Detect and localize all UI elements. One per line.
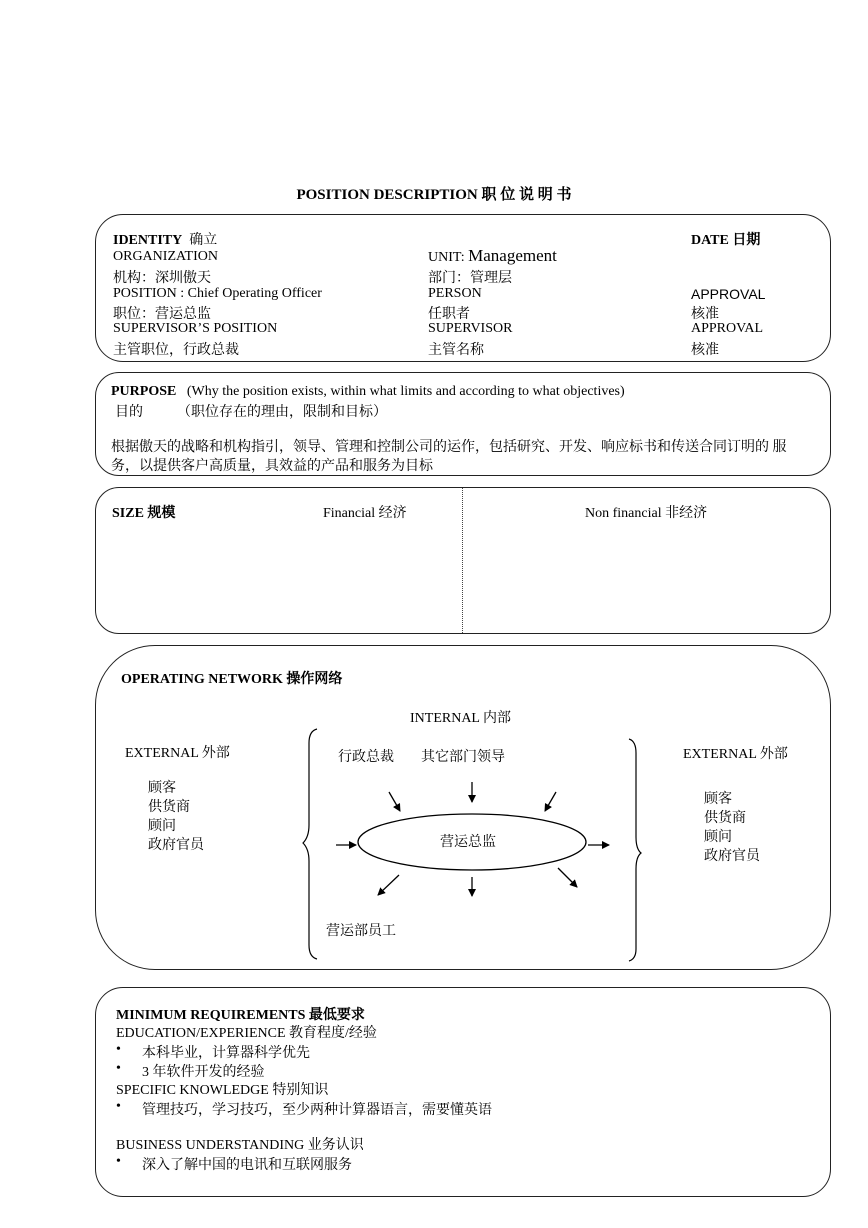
supervisor-label-cn: 主管名称 — [428, 343, 484, 358]
network-heading: OPERATING NETWORK 操作网络 — [121, 672, 343, 687]
requirements-heading: MINIMUM REQUIREMENTS 最低要求 — [116, 1008, 365, 1023]
unit-value-cn: 部门：管理层 — [428, 271, 512, 286]
approval-label-2-cn: 核准 — [691, 343, 719, 358]
external-right-item: 供货商 — [704, 811, 746, 826]
purpose-heading: PURPOSE (Why the position exists, within what limits and according to what objectives) — [111, 384, 625, 399]
arrow-in-top-left — [389, 792, 400, 811]
position-label: POSITION : Chief Operating Officer — [113, 286, 322, 301]
node-operations-staff: 营运部员工 — [326, 924, 396, 939]
knowledge-label: SPECIFIC KNOWLEDGE 特别知识 — [116, 1083, 329, 1098]
financial-label: Financial 经济 — [323, 506, 407, 521]
arrow-out-bottom-left — [378, 875, 399, 895]
operating-network-section — [95, 645, 831, 970]
organization-value: 机构：深圳傲天 — [113, 271, 211, 286]
person-label-cn: 任职者 — [428, 307, 470, 322]
arrow-out-bottom-right — [558, 868, 577, 887]
person-label: PERSON — [428, 286, 482, 301]
requirements-section: MINIMUM REQUIREMENTS 最低要求 EDUCATION/EXPERIENCE 教育程度/经验 • 本科毕业，计算器科学优先 • 3 年软件开发的经验 SPECIFIC KNOWLEDGE 特别知识 • 管理技巧，学习技巧，至少两种计算器语言，需要懂英语 BUSINESS UNDERSTANDING 业务认识 • 深入了解中国的电讯和互联网服务 — [95, 987, 831, 1197]
external-left-item: 顾客 — [148, 781, 176, 796]
date-label: DATE 日期 — [691, 233, 761, 248]
position-value-cn: 职位：营运总监 — [113, 307, 211, 322]
organization-label: ORGANIZATION — [113, 249, 218, 264]
supervisor-position-value: 主管职位，行政总裁 — [113, 343, 239, 358]
approval-label-1: APPROVAL — [691, 286, 766, 302]
education-label: EDUCATION/EXPERIENCE 教育程度/经验 — [116, 1026, 377, 1041]
external-right-item: 顾客 — [704, 792, 732, 807]
size-divider — [462, 488, 463, 633]
network-diagram — [95, 645, 831, 970]
size-section — [95, 487, 831, 634]
external-left-item: 政府官员 — [148, 838, 204, 853]
purpose-section — [95, 372, 831, 476]
non-financial-label: Non financial 非经济 — [585, 506, 708, 521]
node-ceo: 行政总裁 — [338, 750, 394, 765]
external-right-label: EXTERNAL 外部 — [683, 747, 788, 762]
left-brace — [303, 729, 317, 959]
bullet-glyph: • — [116, 1042, 121, 1057]
business-label: BUSINESS UNDERSTANDING 业务认识 — [116, 1138, 364, 1153]
bullet-glyph: • — [116, 1099, 121, 1114]
identity-heading: IDENTITY 确立 — [113, 233, 218, 248]
page-title: POSITION DESCRIPTION 职 位 说 明 书 — [296, 187, 572, 203]
external-left-label: EXTERNAL 外部 — [125, 746, 230, 761]
identity-section — [95, 214, 831, 362]
supervisor-label: SUPERVISOR — [428, 321, 513, 336]
external-right-item: 顾问 — [704, 830, 732, 845]
node-coo: 营运总监 — [440, 835, 496, 850]
external-right-item: 政府官员 — [704, 849, 760, 864]
purpose-heading-cn: 目的 （职位存在的理由，限制和目标） — [115, 405, 387, 420]
approval-label-2: APPROVAL — [691, 321, 764, 336]
bullet-glyph: • — [116, 1154, 121, 1169]
node-other-department-heads: 其它部门领导 — [421, 750, 505, 765]
purpose-body-line1: 根据傲天的战略和机构指引，领导、管理和控制公司的运作，包括研究、开发、响应标书和传送合同订明的 服 — [111, 440, 787, 455]
supervisor-position-label: SUPERVISOR’S POSITION — [113, 321, 278, 336]
external-left-item: 供货商 — [148, 800, 190, 815]
unit-field: UNIT: Management — [428, 246, 557, 265]
bullet-glyph: • — [116, 1061, 121, 1076]
arrow-in-top-right — [545, 792, 556, 811]
external-left-item: 顾问 — [148, 819, 176, 834]
approval-label-1-cn: 核准 — [691, 307, 719, 322]
right-brace — [629, 739, 641, 961]
internal-label: INTERNAL 内部 — [410, 711, 511, 726]
purpose-body-line2: 务，以提供客户高质量，具效益的产品和服务为目标 — [111, 459, 433, 474]
size-heading: SIZE 规模 — [112, 506, 176, 521]
